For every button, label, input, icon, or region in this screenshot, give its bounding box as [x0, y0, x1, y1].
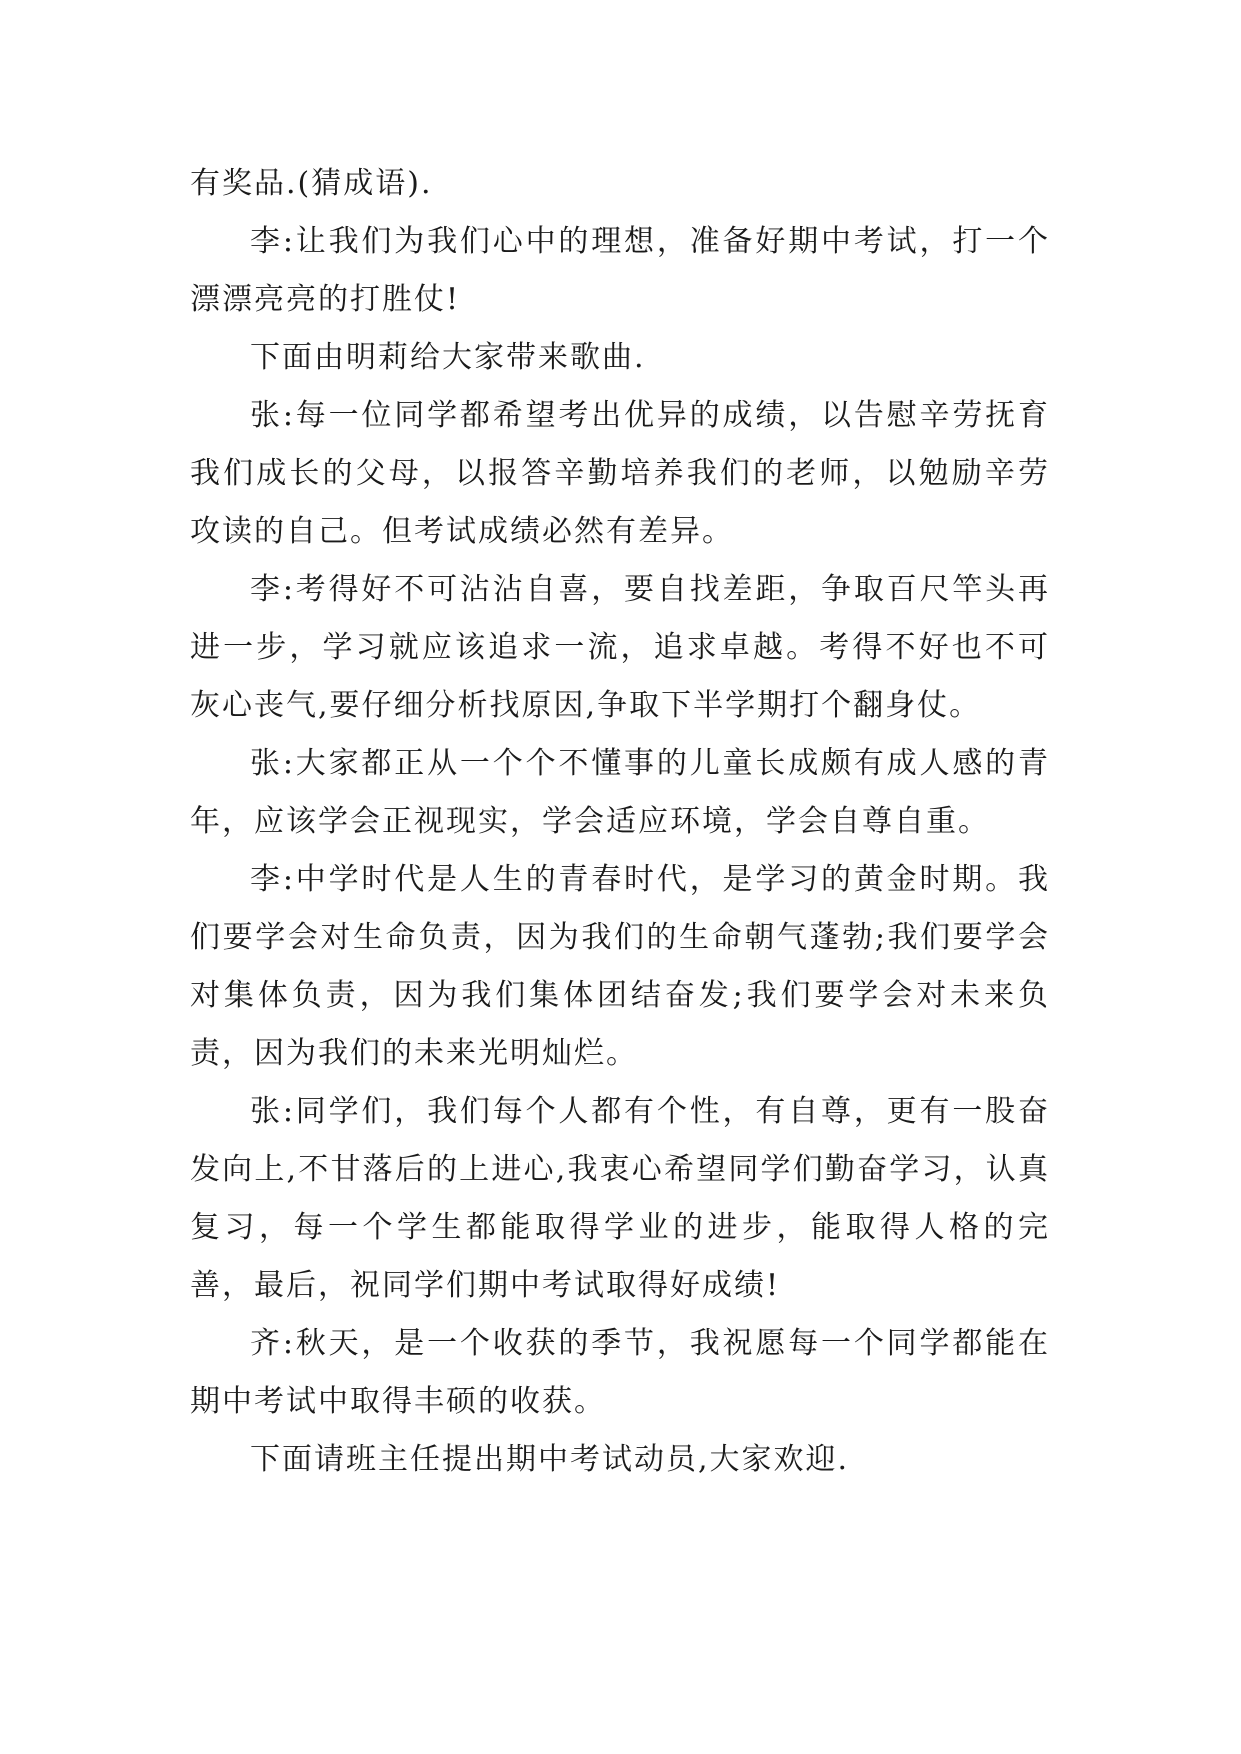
paragraph: 下面由明莉给大家带来歌曲. [250, 340, 646, 375]
paragraph: 张:同学们，我们每个人都有个性，有自尊，更有一股奋发向上,不甘落后的上进心,我衷心希望同学们勤奋学习，认真复习，每一个学生都能取得学业的进步，能取得人格的完善，最后，祝同学们期中考试取得好成绩! [190, 1094, 1050, 1303]
document-body [190, 155, 1050, 1489]
paragraph: 有奖品.(猜成语). [190, 166, 433, 201]
paragraph: 下面请班主任提出期中考试动员,大家欢迎. [250, 1442, 850, 1477]
paragraph: 李:让我们为我们心中的理想，准备好期中考试，打一个漂漂亮亮的打胜仗! [190, 224, 1050, 317]
paragraph: 张:每一位同学都希望考出优异的成绩，以告慰辛劳抚育我们成长的父母，以报答辛勤培养我们的老师，以勉励辛劳攻读的自己。但考试成绩必然有差异。 [190, 398, 1050, 549]
paragraph: 张:大家都正从一个个不懂事的儿童长成颇有成人感的青年，应该学会正视现实，学会适应环境，学会自尊自重。 [190, 746, 1050, 839]
paragraph: 齐:秋天，是一个收获的季节，我祝愿每一个同学都能在期中考试中取得丰硕的收获。 [190, 1326, 1050, 1419]
paragraph: 李:中学时代是人生的青春时代，是学习的黄金时期。我们要学会对生命负责，因为我们的生命朝气蓬勃;我们要学会对集体负责，因为我们集体团结奋发;我们要学会对未来负责，因为我们的未来光明灿烂。 [190, 862, 1050, 1071]
paragraph: 李:考得好不可沾沾自喜，要自找差距，争取百尺竿头再进一步，学习就应该追求一流，追求卓越。考得不好也不可灰心丧气,要仔细分析找原因,争取下半学期打个翻身仗。 [190, 572, 1050, 723]
